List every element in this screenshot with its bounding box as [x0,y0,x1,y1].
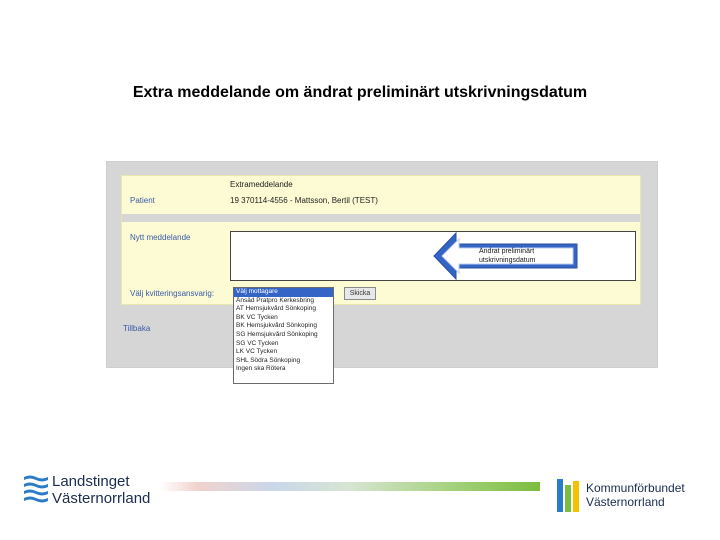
kommunforbundet-logo-text [586,481,685,509]
dropdown-option[interactable]: Välj mottagare [234,288,333,297]
dropdown-option[interactable]: SG Hemsjukvård Sönkoping [236,330,318,338]
left-logo-line2: Västernorrland [52,490,151,507]
patient-value: 19 370114-4556 - Mattsson, Bertil (TEST) [230,196,378,205]
receipt-label: Välj kvitteringsansvarig: [130,289,215,298]
dropdown-option[interactable]: AT Hemsjukvård Sönkoping [236,305,316,313]
dropdown-option[interactable]: Ånsäd Pratpro Kerkesbring [236,296,315,304]
kommunforbundet-logo-icon [557,479,581,512]
back-link[interactable]: Tillbaka [123,324,151,333]
receipt-dropdown[interactable] [233,287,334,384]
row-divider [122,214,640,222]
form-header: Extrameddelande [230,180,293,189]
dropdown-option[interactable]: SG VC Tycken [236,339,279,347]
message-label: Nytt meddelande [130,233,191,242]
save-button[interactable]: Skicka [344,287,376,300]
right-logo-line2: Västernorrland [586,495,665,509]
dropdown-option[interactable]: BK Hemsjukvård Sönkoping [236,322,317,330]
patient-label: Patient [130,196,155,205]
footer-gradient-bar [160,482,540,491]
landstinget-logo-text [52,473,150,507]
slide-title: Extra meddelande om ändrat preliminärt utskrivningsdatum [132,84,588,101]
dropdown-option[interactable]: LK VC Tycken [236,348,278,356]
right-logo-line1: Kommunförbundet [586,481,685,495]
dropdown-option[interactable]: BK VC Tycken [236,313,278,321]
dropdown-option[interactable]: Ingen ska Rötera [236,365,286,373]
callout-text: Ändrat preliminärt utskrivningsdatum [479,248,536,264]
left-logo-line1: Landstinget [52,473,130,490]
dropdown-option[interactable]: SHL Södra Sönkoping [236,356,301,364]
